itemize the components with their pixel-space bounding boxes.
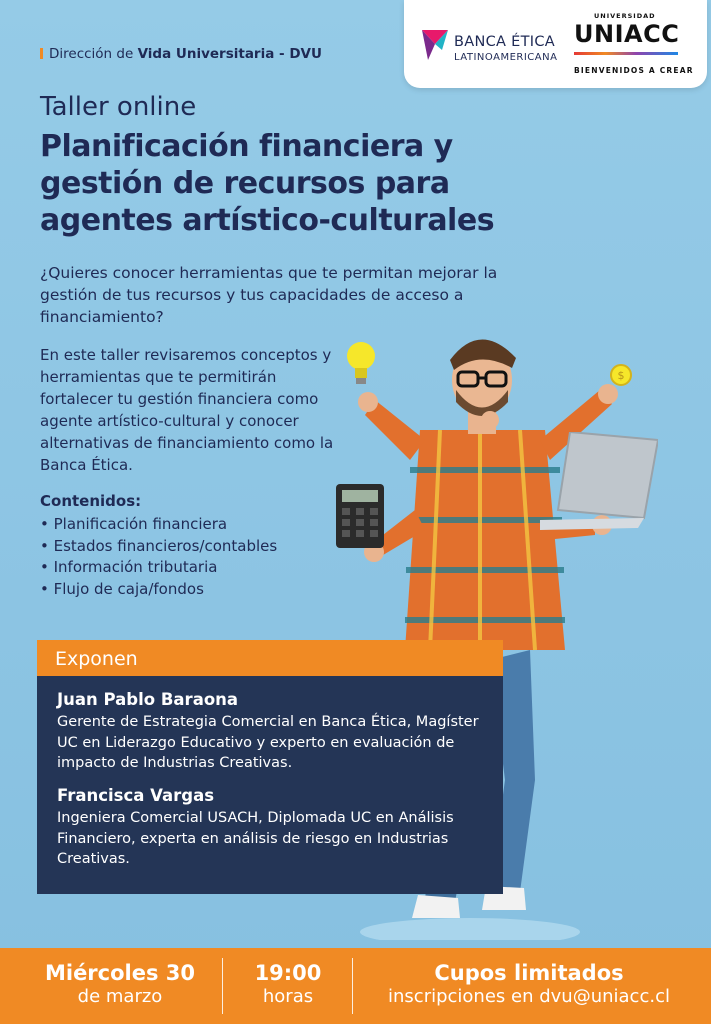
footer-divider (352, 958, 353, 1014)
event-title: Planificación financiera y gestión de recursos para agentes artístico-culturales (40, 129, 495, 238)
uniacc-name: UNIACC (574, 20, 680, 48)
list-item: • Flujo de caja/fondos (40, 579, 204, 598)
contents-list (40, 514, 277, 600)
speaker-name: Juan Pablo Baraona (57, 690, 239, 709)
time-value: 19:00 (254, 961, 322, 985)
registration-email[interactable]: inscripciones en dvu@uniacc.cl (388, 986, 670, 1007)
speakers-box (37, 676, 503, 894)
footer-registration (356, 960, 702, 1008)
banca-etica-logo-icon (420, 24, 450, 62)
svg-text:$: $ (617, 369, 625, 382)
lightbulb-icon (344, 340, 378, 388)
banca-etica-subtitle: LATINOAMERICANA (454, 52, 558, 63)
intro-body: En este taller revisaremos conceptos y herramientas que te permitirán fortalecer tu gestión financiera como agente artístico-cultural y conocer alternativas de financiamiento como la Banca Ética. (40, 346, 334, 474)
footer-time (226, 960, 350, 1008)
footer-date (20, 960, 220, 1008)
coin-icon (610, 364, 632, 386)
speaker-description: Ingeniera Comercial USACH, Diplomada UC en Análisis Financiero, experta en análisis de riesgo en Industrias Creativas. (57, 810, 454, 867)
list-item: • Información tributaria (40, 558, 218, 576)
date-day: Miércoles 30 (44, 961, 196, 985)
event-kicker: Taller online (40, 92, 197, 122)
logo-card (404, 0, 707, 88)
uniacc-color-bar (574, 52, 678, 55)
speaker-description: Gerente de Estrategia Comercial en Banca Ética, Magíster UC en Liderazgo Educativo y experto en evaluación de impacto de Industrias Creativas. (57, 714, 479, 771)
banca-etica-title: BANCA ÉTICA (454, 34, 556, 50)
intro-question: ¿Quieres conocer herramientas que te permitan mejorar la gestión de tus recursos y tus capacidades de acceso a financiamiento? (40, 264, 498, 326)
speakers-heading-bar (37, 640, 503, 676)
accent-bar (40, 48, 43, 59)
calculator-icon (336, 484, 384, 548)
speakers-heading: Exponen (55, 648, 138, 670)
uniacc-tagline: BIENVENIDOS A CREAR (574, 66, 694, 75)
uniacc-top-label: UNIVERSIDAD (594, 12, 656, 20)
footer-bar (0, 948, 711, 1024)
time-unit: horas (262, 986, 314, 1007)
laptop-icon (540, 432, 658, 532)
list-item: • Estados financieros/contables (40, 536, 278, 555)
footer-divider (222, 958, 223, 1014)
department-name: Vida Universitaria - DVU (137, 46, 322, 62)
cupos-title: Cupos limitados (434, 961, 624, 985)
list-item: • Planificación financiera (40, 515, 228, 533)
contents-title: Contenidos: (40, 492, 142, 510)
department-prefix: Dirección de (49, 46, 138, 62)
department-header (40, 46, 322, 62)
speaker-name: Francisca Vargas (57, 786, 215, 805)
date-month: de marzo (77, 986, 163, 1007)
